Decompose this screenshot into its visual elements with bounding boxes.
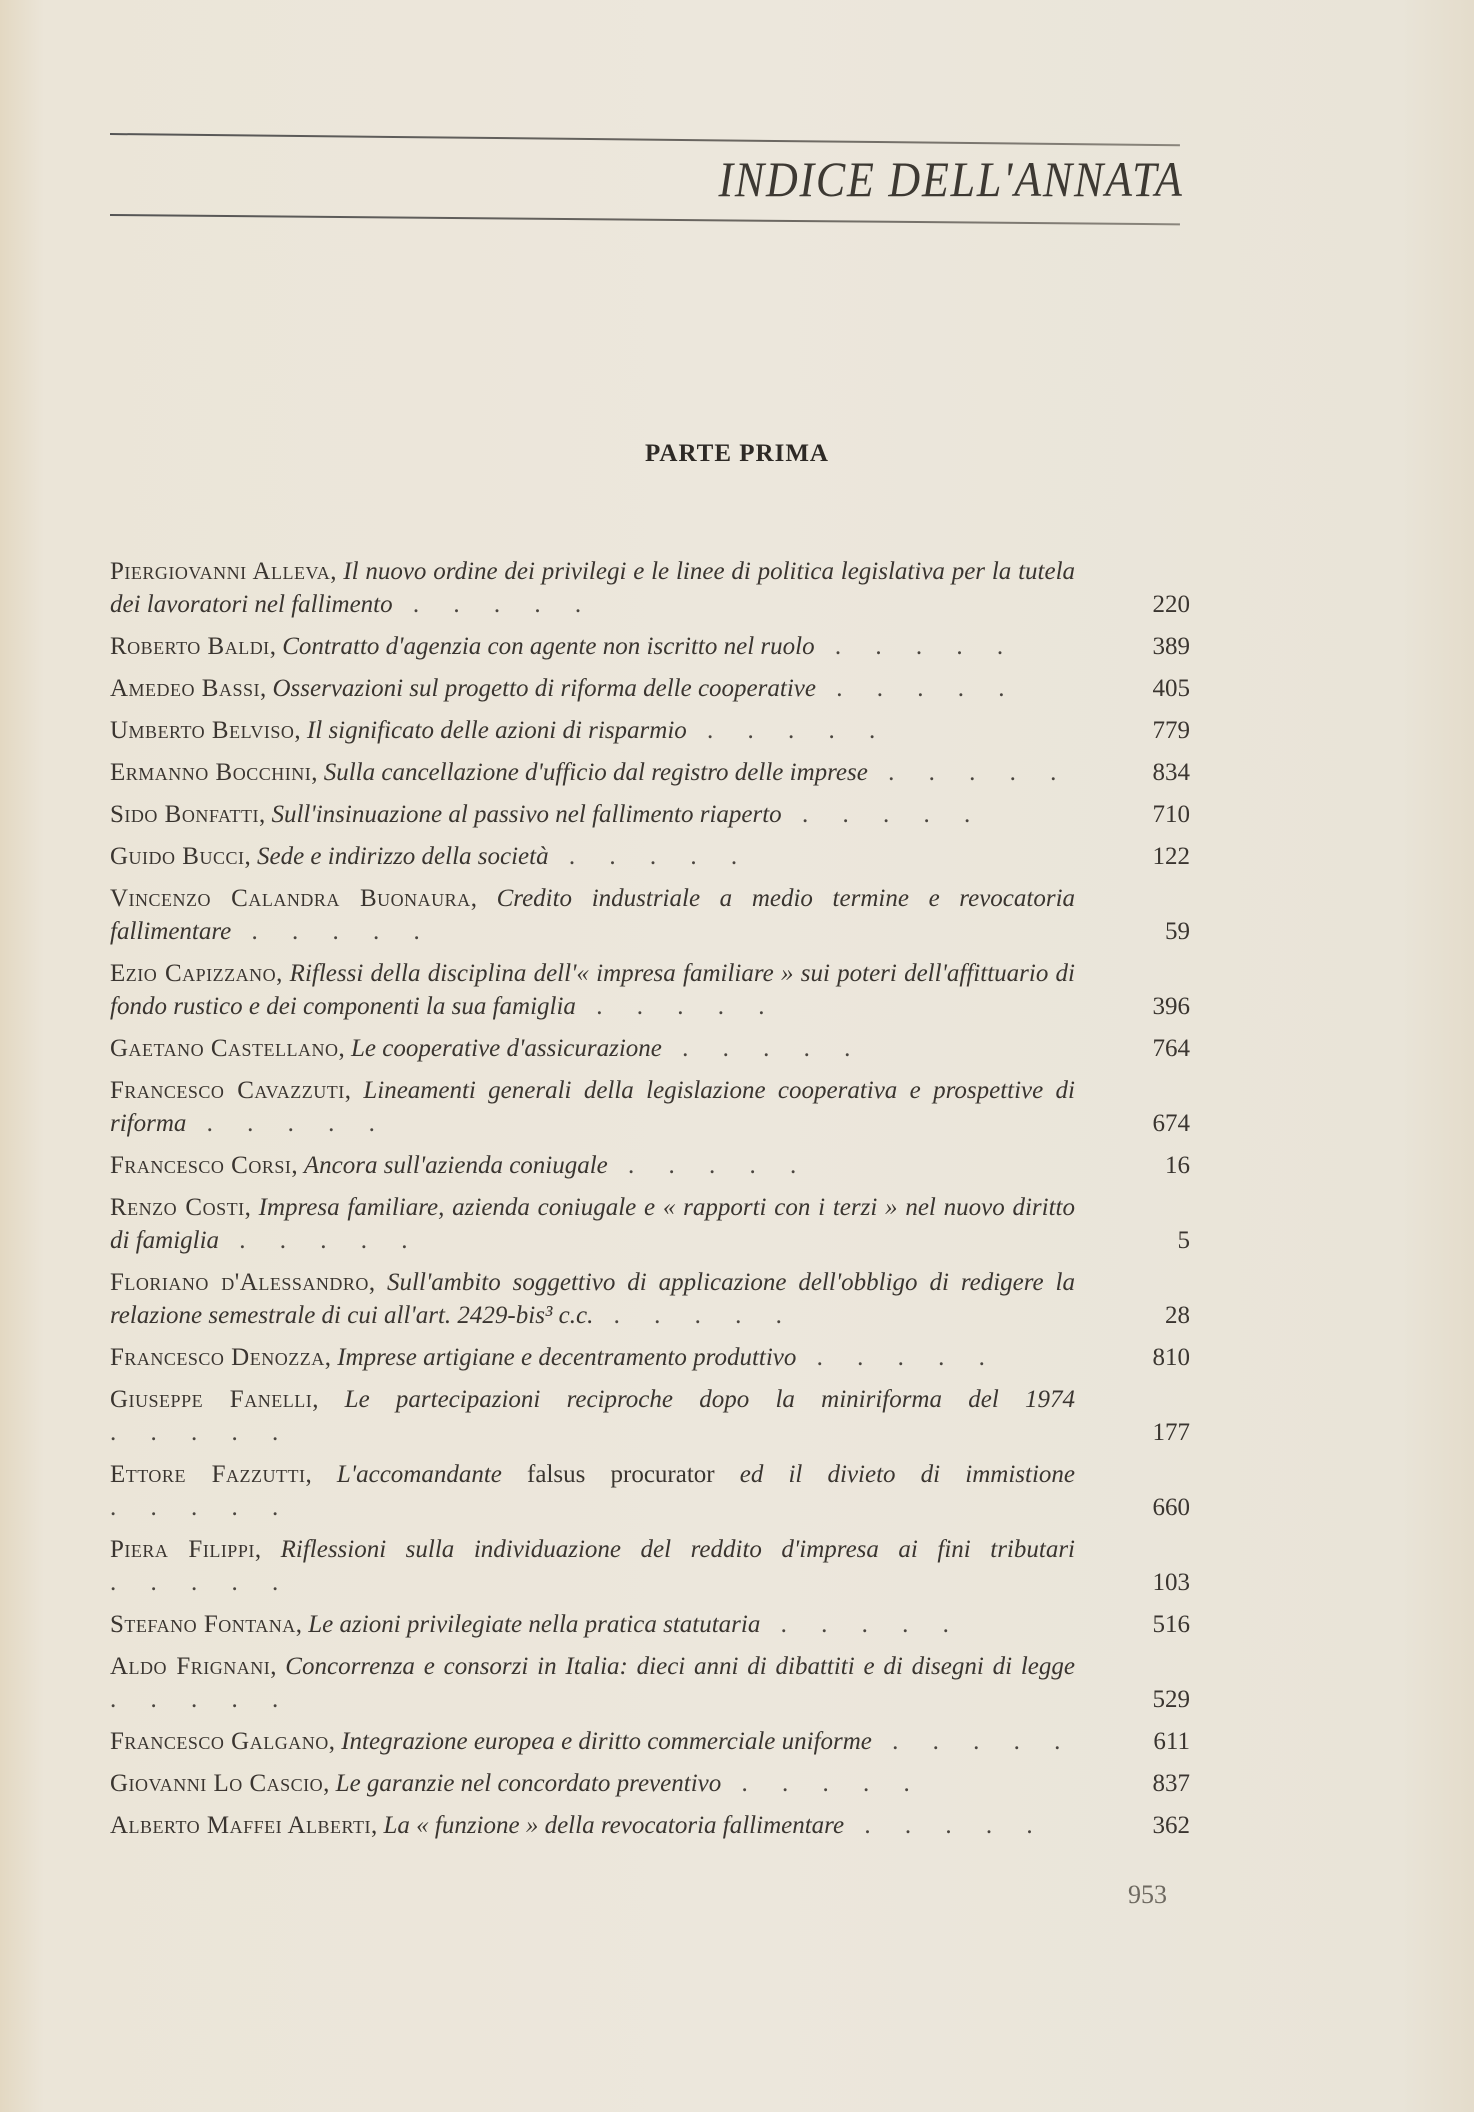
entry-text: Vincenzo Calandra Buonaura, Credito industriale a medio termine e revocatoria fallimentare . . . . .: [110, 885, 1076, 945]
entry-title: [273, 675, 816, 702]
entry-title: [345, 1386, 1075, 1413]
entry-title: [304, 1152, 608, 1179]
entry-title: [307, 717, 687, 744]
entry-title: [337, 1344, 796, 1371]
entry-title-text: Il nuovo ordine dei privilegi e le linee di politica legislativa per la tutela dei lavoratori nel fallimento: [110, 558, 1076, 618]
dot-leader: . . . . .: [796, 1344, 999, 1371]
entry-text: Ezio Capizzano, Riflessi della disciplina dell'« impresa familiare » sui poteri dell'affittuario di fondo rustico e dei componenti la sua famiglia . . . . .: [110, 960, 1076, 1020]
dot-leader: . . . . .: [593, 1302, 796, 1329]
entry-text: Francesco Galgano, Integrazione europea e diritto commerciale uniforme . . . . .: [110, 1728, 1075, 1755]
entry-page-number: 122: [1152, 843, 1190, 870]
entry-title-text: Sulla cancellazione d'ufficio dal registro delle imprese: [323, 759, 868, 786]
entry-text: Alberto Maffei Alberti, La « funzione » della revocatoria fallimentare . . . . .: [110, 1812, 1047, 1839]
entry-author: Roberto Baldi: [110, 633, 270, 660]
header-rule-bottom: [110, 214, 1180, 225]
entry-author: Umberto Belviso: [110, 717, 295, 744]
index-entry: [110, 798, 1190, 831]
dot-leader: . . . . .: [231, 918, 434, 945]
entry-text: Floriano d'Alessandro, Sull'ambito soggettivo di applicazione dell'obbligo di redigere la relazione semestrale di cui all'art. 2429-bis³ c.c. . . . . .: [110, 1269, 1076, 1329]
entry-page-number: 779: [1152, 717, 1190, 744]
entry-title-text: Ancora sull'azienda coniugale: [303, 1152, 608, 1179]
entry-title-text: Integrazione europea e diritto commerciale uniforme: [341, 1728, 872, 1755]
entry-author: Sido Bonfatti: [110, 801, 259, 828]
entry-title-text: Sull'insinuazione al passivo nel fallimento riaperto: [271, 801, 782, 828]
entry-author: Francesco Galgano: [110, 1728, 329, 1755]
dot-leader: . . . . .: [110, 1494, 293, 1521]
entry-title: [271, 801, 781, 828]
entry-title-text: Le azioni privilegiate nella pratica statutaria: [308, 1611, 761, 1638]
index-entry: [110, 1383, 1190, 1449]
entry-author: Ermanno Bocchini: [110, 759, 312, 786]
entry-author: Francesco Denozza: [110, 1344, 325, 1371]
dot-leader: . . . . .: [781, 801, 985, 828]
entry-text: Sido Bonfatti, Sull'insinuazione al passivo nel fallimento riaperto . . . . .: [110, 801, 985, 828]
entry-title: [281, 1536, 1075, 1563]
entry-title: [337, 1461, 1075, 1488]
index-entry: [110, 1809, 1190, 1842]
index-entry: [110, 957, 1190, 1023]
index-entry: [110, 1725, 1190, 1758]
entry-title-text: Credito industriale a medio termine e revocatoria fallimentare: [110, 885, 1076, 945]
entry-text: Francesco Corsi, Ancora sull'azienda coniugale . . . . .: [110, 1152, 811, 1179]
index-entry: [110, 630, 1190, 663]
index-entry: [110, 1032, 1190, 1065]
entry-author: Vincenzo Calandra Buonaura: [110, 885, 471, 912]
entry-author: Aldo Frignani: [110, 1653, 271, 1680]
dot-leader: . . . . .: [186, 1110, 389, 1137]
entry-page-number: 764: [1152, 1035, 1190, 1062]
entry-author: Piera Filippi: [110, 1536, 255, 1563]
entry-title-text: Contratto d'agenzia con agente non iscritto nel ruolo: [282, 633, 815, 660]
entry-page-number: 220: [1152, 591, 1190, 618]
index-entry: [110, 1650, 1190, 1716]
entry-title-text: Lineamenti generali della legislazione cooperativa e prospettive di riforma: [110, 1077, 1075, 1137]
dot-leader: . . . . .: [661, 1035, 865, 1062]
entry-author: Piergiovanni Alleva: [110, 558, 331, 585]
dot-leader: . . . . .: [844, 1812, 1047, 1839]
entry-author: Alberto Maffei Alberti: [110, 1812, 371, 1839]
index-entry: [110, 1767, 1190, 1800]
entry-title-text: Concorrenza e consorzi in Italia: dieci anni di dibattiti e di disegni di legge: [285, 1653, 1075, 1680]
entry-author: Floriano d'Alessandro: [110, 1269, 369, 1296]
index-entry: [110, 756, 1190, 789]
dot-leader: . . . . .: [219, 1227, 422, 1254]
entry-author: Stefano Fontana: [110, 1611, 296, 1638]
entry-author: Renzo Costi: [110, 1194, 245, 1221]
entry-text: Piera Filippi, Riflessioni sulla individuazione del reddito d'impresa ai fini tributari . . . . .: [110, 1536, 1075, 1596]
dot-leader: . . . . .: [867, 759, 1071, 786]
entry-text: Gaetano Castellano, Le cooperative d'assicurazione . . . . .: [110, 1035, 865, 1062]
index-entries-list: [110, 555, 1190, 1851]
header-rule-top: [110, 133, 1180, 146]
entry-page-number: 516: [1152, 1611, 1190, 1638]
entry-title-text: Il significato delle azioni di risparmio: [306, 717, 687, 744]
entry-page-number: 362: [1152, 1812, 1190, 1839]
entry-text: Amedeo Bassi, Osservazioni sul progetto di riforma delle cooperative . . . . .: [110, 675, 1019, 702]
entry-text: Umberto Belviso, Il significato delle azioni di risparmio . . . . .: [110, 717, 890, 744]
entry-title: [257, 843, 549, 870]
entry-title: [308, 1611, 760, 1638]
index-entry: [110, 672, 1190, 705]
entry-title: [285, 1653, 1075, 1680]
dot-leader: . . . . .: [686, 717, 890, 744]
entry-text: Guido Bucci, Sede e indirizzo della società . . . . .: [110, 843, 752, 870]
entry-title-text: Impresa familiare, azienda coniugale e « rapporti con i terzi » nel nuovo diritto di famiglia: [110, 1194, 1075, 1254]
dot-leader: . . . . .: [110, 1686, 293, 1713]
entry-text: Francesco Denozza, Imprese artigiane e decentramento produttivo . . . . .: [110, 1344, 999, 1371]
entry-page-number: 837: [1152, 1770, 1190, 1797]
entry-title: [341, 1728, 872, 1755]
entry-author: Ezio Capizzano: [110, 960, 277, 987]
entry-author: Giuseppe Fanelli: [110, 1386, 313, 1413]
entry-title: [351, 1035, 662, 1062]
index-entry: [110, 1149, 1190, 1182]
dot-leader: . . . . .: [575, 993, 779, 1020]
page-title: INDICE DELL'ANNATA: [718, 151, 1184, 207]
entry-text: Renzo Costi, Impresa familiare, azienda coniugale e « rapporti con i terzi » nel nuovo diritto di famiglia . . . . .: [110, 1194, 1075, 1254]
entry-title-text: L'accomandante: [336, 1461, 502, 1488]
entry-author: Gaetano Castellano: [110, 1035, 339, 1062]
entry-text: Giovanni Lo Cascio, Le garanzie nel concordato preventivo . . . . .: [110, 1770, 924, 1797]
entry-author: Guido Bucci: [110, 843, 245, 870]
entry-title-text: Osservazioni sul progetto di riforma delle cooperative: [272, 675, 816, 702]
entry-page-number: 529: [1152, 1686, 1190, 1713]
dot-leader: . . . . .: [815, 675, 1019, 702]
index-entry: [110, 1266, 1190, 1332]
entry-page-number: 396: [1152, 993, 1190, 1020]
entry-page-number: 5: [1177, 1227, 1190, 1254]
entry-page-number: 810: [1152, 1344, 1190, 1371]
entry-author: Francesco Cavazzuti: [110, 1077, 345, 1104]
entry-text: Roberto Baldi, Contratto d'agenzia con agente non iscritto nel ruolo . . . . .: [110, 633, 1018, 660]
entry-page-number: 674: [1152, 1110, 1190, 1137]
entry-page-number: 177: [1152, 1419, 1190, 1446]
index-entry: [110, 840, 1190, 873]
index-entry: [110, 1341, 1190, 1374]
index-entry: [110, 1074, 1190, 1140]
entry-title: [324, 759, 868, 786]
dot-leader: . . . . .: [814, 633, 1018, 660]
entry-title-text: Le partecipazioni reciproche dopo la miniriforma del 1974: [344, 1386, 1075, 1413]
entry-title: [383, 1812, 844, 1839]
entry-author: Ettore Fazzutti: [110, 1461, 306, 1488]
index-entry: [110, 555, 1190, 621]
dot-leader: . . . . .: [110, 1569, 293, 1596]
dot-leader: . . . . .: [871, 1728, 1075, 1755]
entry-title-text: Riflessi della disciplina dell'« impresa familiare » sui poteri dell'affittuario di fondo rustico e dei componenti la sua famiglia: [110, 960, 1076, 1020]
entry-page-number: 16: [1165, 1152, 1190, 1179]
entry-text: Giuseppe Fanelli, Le partecipazioni reciproche dopo la miniriforma del 1974 . . . . .: [110, 1386, 1075, 1446]
entry-page-number: 103: [1152, 1569, 1190, 1596]
entry-text: Aldo Frignani, Concorrenza e consorzi in Italia: dieci anni di dibattiti e di disegni di legge . . . . .: [110, 1653, 1075, 1713]
entry-page-number: 834: [1152, 759, 1190, 786]
index-entry: [110, 1533, 1190, 1599]
entry-page-number: 389: [1152, 633, 1190, 660]
entry-page-number: 611: [1153, 1728, 1190, 1755]
index-entry: [110, 1458, 1190, 1524]
index-entry: [110, 1608, 1190, 1641]
entry-title-text: Sede e indirizzo della società: [256, 843, 549, 870]
index-entry: [110, 1191, 1190, 1257]
entry-title-latin-phrase: falsus procurator: [527, 1461, 715, 1488]
index-entry: [110, 714, 1190, 747]
section-heading: PARTE PRIMA: [645, 440, 829, 467]
entry-page-number: 660: [1152, 1494, 1190, 1521]
entry-text: Piergiovanni Alleva, Il nuovo ordine dei privilegi e le linee di politica legislativa per la tutela dei lavoratori nel fallimento . . . . .: [110, 558, 1076, 618]
entry-title: [282, 633, 814, 660]
dot-leader: . . . . .: [392, 591, 596, 618]
entry-page-number: 405: [1152, 675, 1190, 702]
dot-leader: . . . . .: [721, 1770, 924, 1797]
entry-title-text: La « funzione » della revocatoria fallimentare: [383, 1812, 845, 1839]
entry-page-number: 59: [1165, 918, 1190, 945]
dot-leader: . . . . .: [760, 1611, 963, 1638]
entry-title-text: Le cooperative d'assicurazione: [351, 1035, 662, 1062]
entry-author: Giovanni Lo Cascio: [110, 1770, 324, 1797]
entry-author: Amedeo Bassi: [110, 675, 260, 702]
index-entry: [110, 882, 1190, 948]
entry-title-text: Sull'ambito soggettivo di applicazione dell'obbligo di redigere la relazione semestrale di cui all'art. 2429-bis³ c.c.: [110, 1269, 1076, 1329]
entry-title-text: Riflessioni sulla individuazione del reddito d'impresa ai fini tributari: [280, 1536, 1075, 1563]
entry-text: Ettore Fazzutti, L'accomandante falsus procurator ed il divieto di immistione . . . . .: [110, 1461, 1075, 1521]
entry-page-number: 28: [1165, 1302, 1190, 1329]
entry-text: Stefano Fontana, Le azioni privilegiate nella pratica statutaria . . . . .: [110, 1611, 963, 1638]
dot-leader: . . . . .: [110, 1419, 293, 1446]
entry-title-text: Le garanzie nel concordato preventivo: [335, 1770, 722, 1797]
entry-author: Francesco Corsi: [110, 1152, 292, 1179]
dot-leader: . . . . .: [607, 1152, 811, 1179]
entry-title-rest: ed il divieto di immistione: [739, 1461, 1075, 1488]
page-number: 953: [1128, 1880, 1167, 1909]
entry-title: [336, 1770, 722, 1797]
entry-page-number: 710: [1152, 801, 1190, 828]
dot-leader: . . . . .: [548, 843, 752, 870]
entry-title-text: Imprese artigiane e decentramento produttivo: [337, 1344, 797, 1371]
entry-text: Ermanno Bocchini, Sulla cancellazione d'ufficio dal registro delle imprese . . . . .: [110, 759, 1071, 786]
entry-text: Francesco Cavazzuti, Lineamenti generali della legislazione cooperativa e prospettive di riforma . . . . .: [110, 1077, 1075, 1137]
